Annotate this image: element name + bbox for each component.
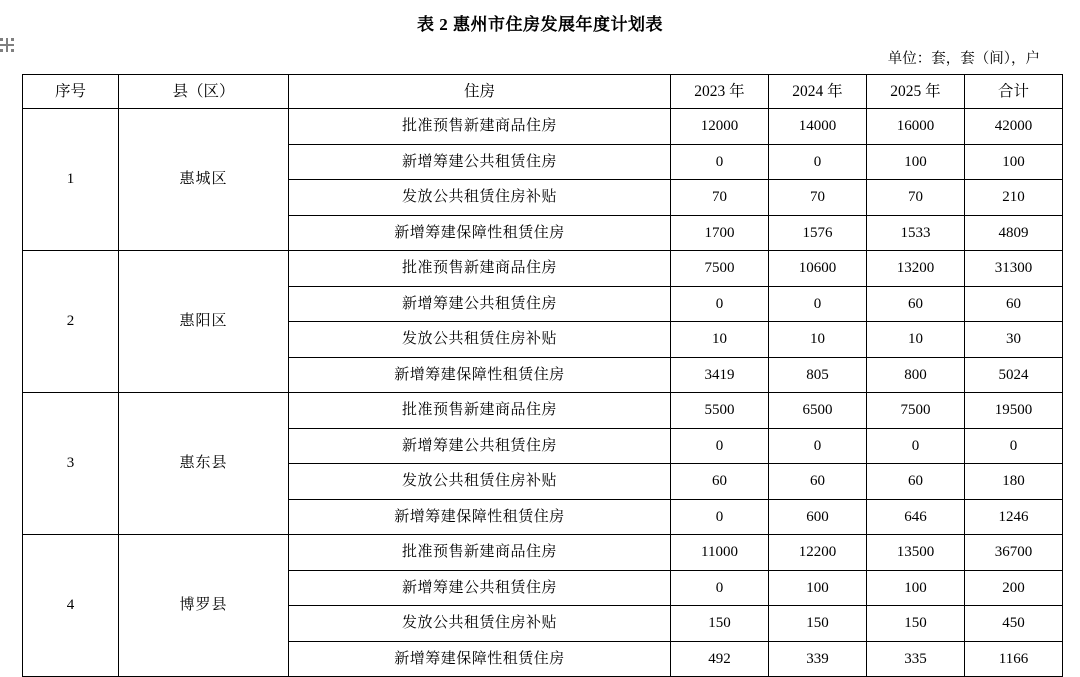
cell-total: 60 [965, 286, 1063, 322]
row-index: 2 [23, 251, 119, 393]
cell-2025: 335 [867, 641, 965, 677]
row-item: 批准预售新建商品住房 [289, 393, 671, 429]
cell-total: 31300 [965, 251, 1063, 287]
cell-total: 30 [965, 322, 1063, 358]
cell-2025: 10 [867, 322, 965, 358]
cell-2024: 600 [769, 499, 867, 535]
table-row [23, 109, 1063, 145]
cell-total: 1166 [965, 641, 1063, 677]
cell-2024: 10 [769, 322, 867, 358]
row-item: 发放公共租赁住房补贴 [289, 606, 671, 642]
column-header-2024: 2024 年 [769, 75, 867, 109]
cell-2025: 7500 [867, 393, 965, 429]
row-item: 新增筹建保障性租赁住房 [289, 499, 671, 535]
row-item: 发放公共租赁住房补贴 [289, 322, 671, 358]
cell-2025: 13200 [867, 251, 965, 287]
column-header-2025: 2025 年 [867, 75, 965, 109]
cell-2023: 0 [671, 570, 769, 606]
cell-2025: 1533 [867, 215, 965, 251]
cell-2024: 150 [769, 606, 867, 642]
cell-2025: 646 [867, 499, 965, 535]
cell-total: 42000 [965, 109, 1063, 145]
cell-2024: 0 [769, 428, 867, 464]
column-header-2023: 2023 年 [671, 75, 769, 109]
row-index: 3 [23, 393, 119, 535]
row-item: 批准预售新建商品住房 [289, 251, 671, 287]
cell-2023: 7500 [671, 251, 769, 287]
page-margin-marker-icon [0, 38, 14, 52]
table-header-row [23, 75, 1063, 109]
column-header-total: 合计 [965, 75, 1063, 109]
cell-2023: 12000 [671, 109, 769, 145]
cell-2025: 800 [867, 357, 965, 393]
cell-2023: 0 [671, 144, 769, 180]
page-title: 表 2 惠州市住房发展年度计划表 [417, 15, 663, 34]
cell-2025: 0 [867, 428, 965, 464]
cell-2023: 0 [671, 286, 769, 322]
cell-2023: 11000 [671, 535, 769, 571]
cell-total: 450 [965, 606, 1063, 642]
cell-2024: 339 [769, 641, 867, 677]
table-row [23, 393, 1063, 429]
cell-2025: 60 [867, 286, 965, 322]
row-item: 新增筹建保障性租赁住房 [289, 357, 671, 393]
cell-2025: 60 [867, 464, 965, 500]
cell-2024: 0 [769, 144, 867, 180]
cell-2023: 5500 [671, 393, 769, 429]
row-index: 4 [23, 535, 119, 677]
row-item: 新增筹建公共租赁住房 [289, 286, 671, 322]
cell-2025: 70 [867, 180, 965, 216]
row-district: 惠东县 [119, 393, 289, 535]
cell-total: 200 [965, 570, 1063, 606]
row-item: 新增筹建公共租赁住房 [289, 428, 671, 464]
cell-2024: 6500 [769, 393, 867, 429]
column-header-index: 序号 [23, 75, 119, 109]
cell-total: 1246 [965, 499, 1063, 535]
row-district: 惠城区 [119, 109, 289, 251]
cell-2024: 60 [769, 464, 867, 500]
cell-total: 4809 [965, 215, 1063, 251]
cell-2023: 70 [671, 180, 769, 216]
cell-2023: 150 [671, 606, 769, 642]
row-item: 新增筹建公共租赁住房 [289, 570, 671, 606]
cell-total: 19500 [965, 393, 1063, 429]
row-item: 新增筹建保障性租赁住房 [289, 641, 671, 677]
cell-2024: 14000 [769, 109, 867, 145]
cell-total: 180 [965, 464, 1063, 500]
cell-total: 5024 [965, 357, 1063, 393]
cell-2023: 0 [671, 499, 769, 535]
cell-2025: 100 [867, 144, 965, 180]
cell-2025: 16000 [867, 109, 965, 145]
cell-total: 210 [965, 180, 1063, 216]
table-container [0, 74, 1080, 677]
row-item: 发放公共租赁住房补贴 [289, 464, 671, 500]
cell-total: 100 [965, 144, 1063, 180]
row-item: 发放公共租赁住房补贴 [289, 180, 671, 216]
cell-2024: 0 [769, 286, 867, 322]
cell-2024: 100 [769, 570, 867, 606]
row-item: 批准预售新建商品住房 [289, 109, 671, 145]
cell-2024: 12200 [769, 535, 867, 571]
cell-2025: 100 [867, 570, 965, 606]
cell-2023: 0 [671, 428, 769, 464]
cell-2023: 1700 [671, 215, 769, 251]
cell-2023: 60 [671, 464, 769, 500]
cell-2025: 150 [867, 606, 965, 642]
cell-total: 0 [965, 428, 1063, 464]
row-item: 批准预售新建商品住房 [289, 535, 671, 571]
cell-2023: 3419 [671, 357, 769, 393]
table-row [23, 535, 1063, 571]
cell-2024: 10600 [769, 251, 867, 287]
row-index: 1 [23, 109, 119, 251]
cell-total: 36700 [965, 535, 1063, 571]
cell-2023: 492 [671, 641, 769, 677]
cell-2024: 70 [769, 180, 867, 216]
unit-note: 单位：套，套（间），户 [887, 51, 1040, 67]
cell-2023: 10 [671, 322, 769, 358]
housing-plan-table [22, 74, 1063, 677]
row-district: 惠阳区 [119, 251, 289, 393]
cell-2024: 805 [769, 357, 867, 393]
row-item: 新增筹建公共租赁住房 [289, 144, 671, 180]
row-district: 博罗县 [119, 535, 289, 677]
cell-2025: 13500 [867, 535, 965, 571]
row-item: 新增筹建保障性租赁住房 [289, 215, 671, 251]
table-row [23, 251, 1063, 287]
column-header-district: 县（区） [119, 75, 289, 109]
column-header-item: 住房 [289, 75, 671, 109]
cell-2024: 1576 [769, 215, 867, 251]
